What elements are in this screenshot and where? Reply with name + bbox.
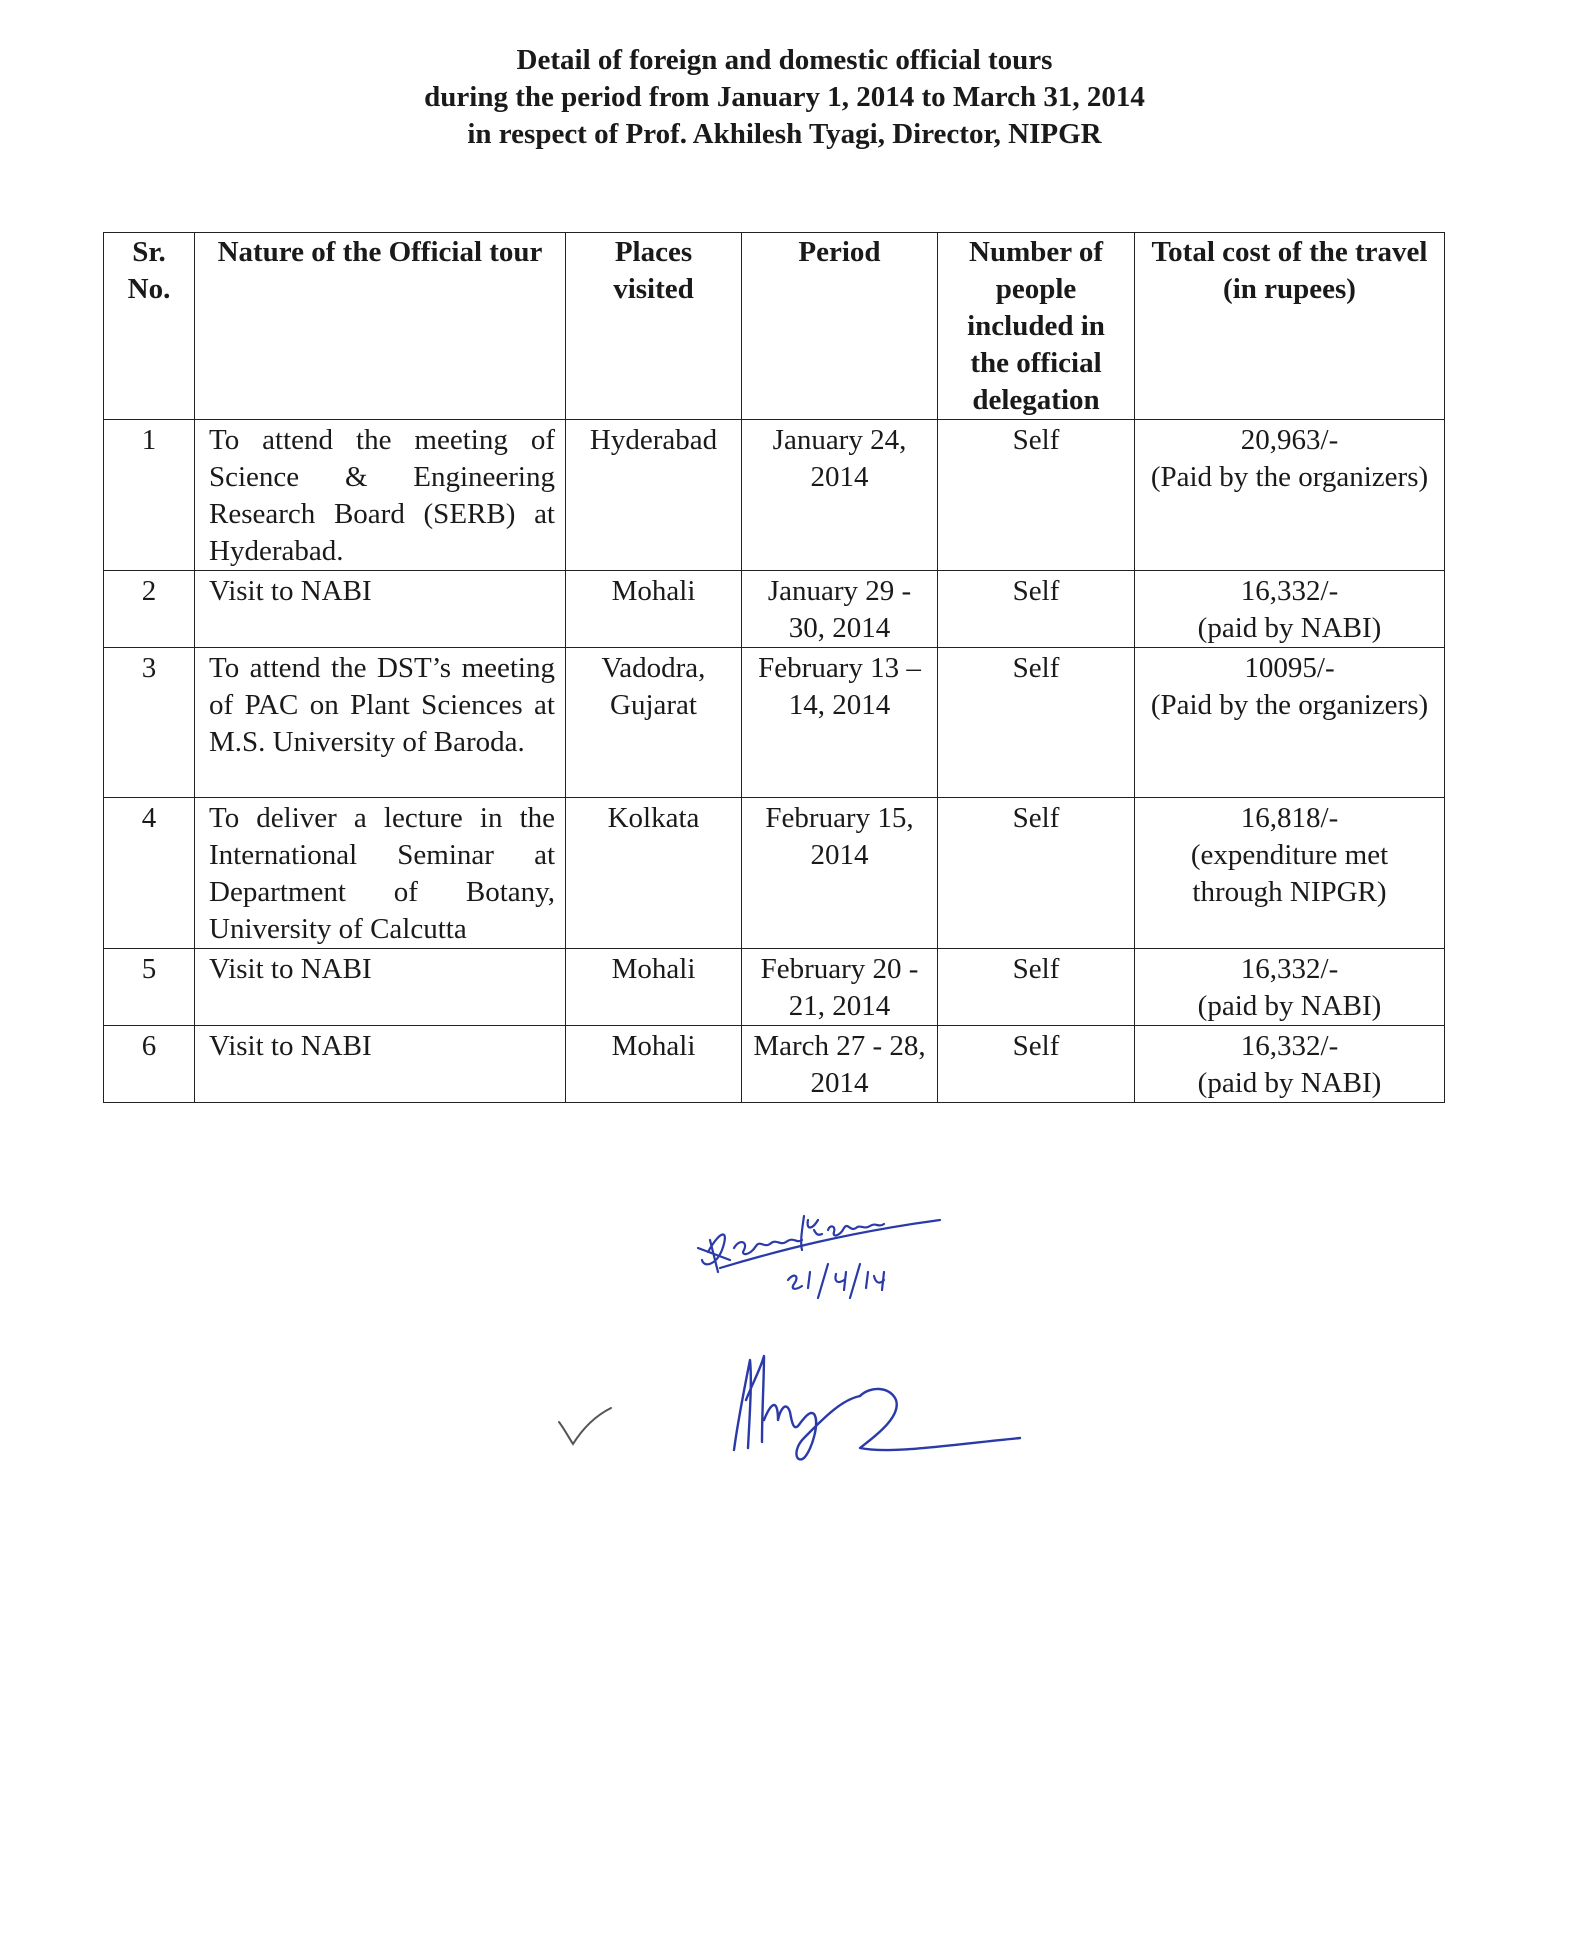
header-sr-no: Sr. No. [104,233,195,420]
table-row [104,420,1445,571]
header-people: Number of people included in the official delegation [938,233,1135,420]
title-line-2: during the period from January 1, 2014 to March 31, 2014 [424,81,1145,113]
table-row [104,1026,1445,1103]
cost-amount: 16,332/- [1240,953,1339,985]
cell-cost [1135,571,1445,648]
cell-place: Mohali [566,1026,742,1103]
cell-sr: 3 [104,648,195,798]
cell-period: February 15, 2014 [742,798,938,949]
cost-amount: 16,818/- [1240,802,1339,834]
title-line-3: in respect of Prof. Akhilesh Tyagi, Director, NIPGR [467,118,1102,150]
cost-note: (expenditure met through NIPGR) [1190,839,1389,908]
cell-nature: To attend the meeting of Science & Engineering Research Board (SERB) at Hyderabad. [195,420,566,571]
title-line-1: Detail of foreign and domestic official tours [516,44,1053,76]
cell-people: Self [938,1026,1135,1103]
cost-amount: 10095/- [1244,652,1335,684]
cost-note: (paid by NABI) [1197,1067,1382,1099]
cell-period: January 29 - 30, 2014 [742,571,938,648]
cell-place: Vadodra, Gujarat [566,648,742,798]
header-places: Places visited [566,233,742,420]
cost-amount: 16,332/- [1240,1030,1339,1062]
cell-sr: 5 [104,949,195,1026]
tours-table [103,232,1445,1103]
cell-cost [1135,949,1445,1026]
cost-amount: 16,332/- [1240,575,1339,607]
handwritten-initials-date [690,1190,990,1310]
cell-people: Self [938,949,1135,1026]
cost-amount: 20,963/- [1240,424,1339,456]
cell-people: Self [938,571,1135,648]
cell-sr: 2 [104,571,195,648]
cell-cost [1135,1026,1445,1103]
cell-place: Mohali [566,571,742,648]
cell-nature: Visit to NABI [195,1026,566,1103]
cell-cost [1135,420,1445,571]
header-nature: Nature of the Official tour [195,233,566,420]
cost-note: (Paid by the organizers) [1150,689,1429,721]
header-cost: Total cost of the travel (in rupees) [1135,233,1445,420]
director-signature-image [720,1330,1060,1480]
table-row [104,571,1445,648]
cost-note: (paid by NABI) [1197,612,1382,644]
cell-nature: To deliver a lecture in the International Seminar at Department of Botany, University of Calcutta [195,798,566,949]
cell-place: Hyderabad [566,420,742,571]
table-row [104,949,1445,1026]
cell-nature: Visit to NABI [195,571,566,648]
cell-people: Self [938,420,1135,571]
cell-nature: To attend the DST’s meeting of PAC on Plant Sciences at M.S. University of Baroda. [195,648,566,798]
cost-note: (Paid by the organizers) [1150,461,1429,493]
cell-people: Self [938,648,1135,798]
cost-note: (paid by NABI) [1197,990,1382,1022]
cell-period: January 24, 2014 [742,420,938,571]
cell-place: Kolkata [566,798,742,949]
cell-nature: Visit to NABI [195,949,566,1026]
cell-cost [1135,648,1445,798]
cell-cost [1135,798,1445,949]
check-mark-icon [555,1400,615,1450]
cell-sr: 6 [104,1026,195,1103]
table-header-row [104,233,1445,420]
cell-period: February 13 – 14, 2014 [742,648,938,798]
cell-sr: 4 [104,798,195,949]
table-row [104,798,1445,949]
cell-period: March 27 - 28, 2014 [742,1026,938,1103]
cell-period: February 20 - 21, 2014 [742,949,938,1026]
document-title [0,42,1569,153]
handwriting-image [690,1190,990,1310]
cell-place: Mohali [566,949,742,1026]
cell-sr: 1 [104,420,195,571]
header-period: Period [742,233,938,420]
table-row [104,648,1445,798]
cell-people: Self [938,798,1135,949]
